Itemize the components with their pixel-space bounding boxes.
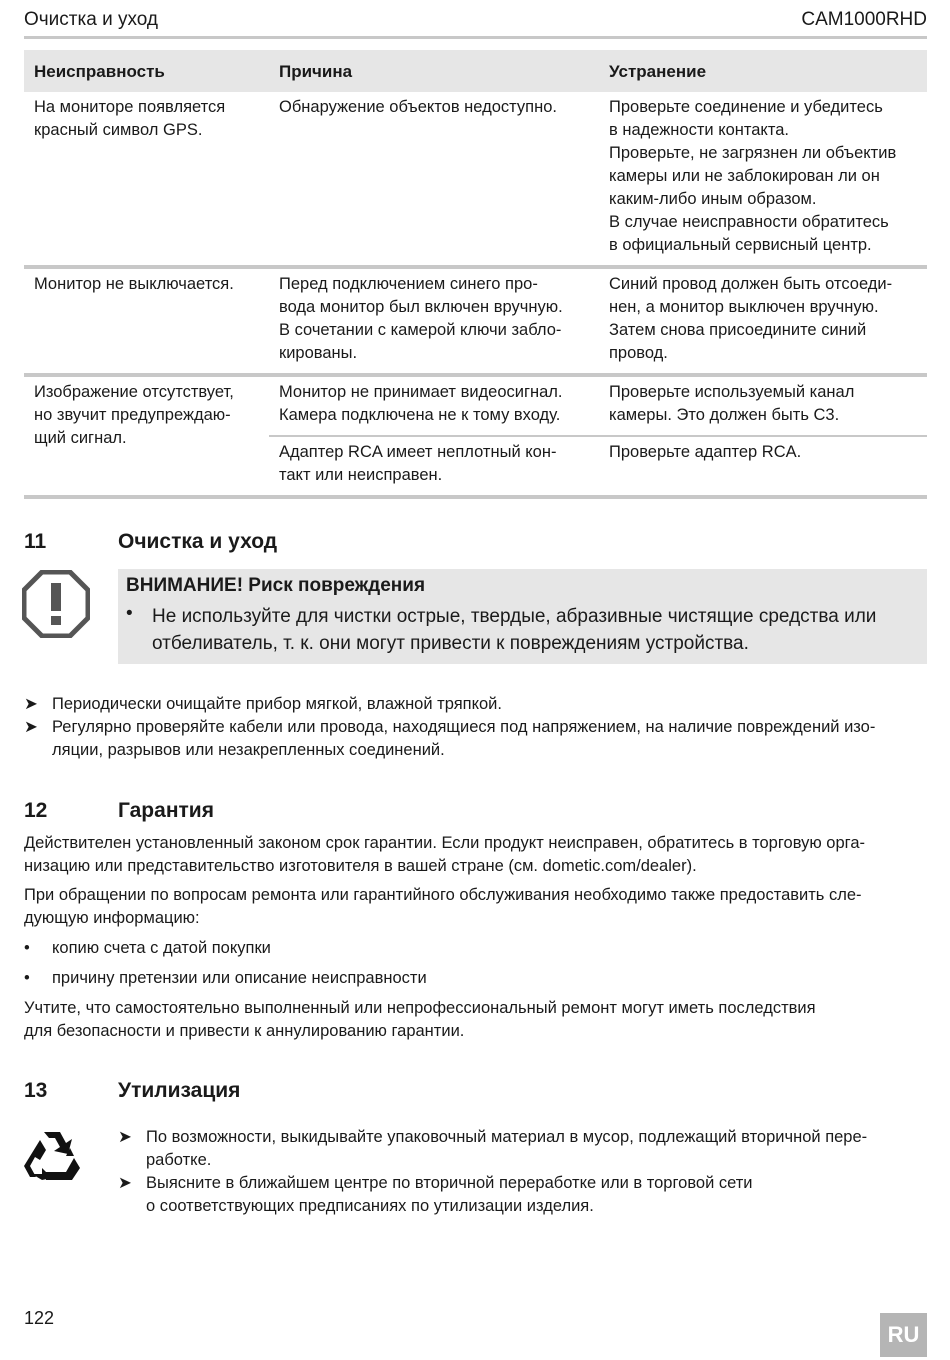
step-line: работке. [146, 1151, 212, 1169]
paragraph-line: Учтите, что самостоятельно выполненный или непрофессиональный ремонт могут иметь последствия [24, 999, 816, 1017]
warning-bullet: • [126, 603, 133, 624]
cell-line: Изображение отсутствует, [34, 383, 234, 401]
cell-line: Адаптер RCA имеет неплотный кон- [279, 443, 557, 461]
step-text [146, 1126, 867, 1172]
arrow-icon: ➤ [24, 695, 38, 713]
warning-box [118, 569, 927, 664]
page-number: 122 [24, 1308, 55, 1328]
cell-line: Монитор не выключается. [34, 275, 234, 293]
cell-line: в официальный сервисный центр. [609, 236, 872, 254]
cell-line: Проверьте, не загрязнен ли объектив [609, 144, 897, 162]
recycle-icon [22, 1126, 82, 1186]
step-line: ляции, разрывов или незакрепленных соединений. [52, 741, 445, 759]
cell-line: Проверьте используемый канал [609, 383, 855, 401]
section-number: 12 [24, 799, 48, 822]
column-header-cause: Причина [269, 50, 599, 92]
cell-line: На мониторе появляется [34, 98, 226, 116]
step-line: По возможности, выкидывайте упаковочный материал в мусор, подлежащий вторичной пере- [146, 1128, 868, 1146]
cause-cell [269, 436, 599, 497]
page-header [24, 6, 927, 39]
fix-cell [599, 267, 927, 375]
arrow-icon: ➤ [24, 718, 38, 736]
cell-line: Обнаружение объектов недоступно. [279, 98, 557, 116]
fault-cell [24, 267, 269, 375]
cell-line: Проверьте соединение и убедитесь [609, 98, 883, 116]
cell-line: кированы. [279, 344, 358, 362]
cause-cell [269, 92, 599, 267]
paragraph-line: низацию или представительство изготовителя в вашей стране (см. dometic.com/dealer). [24, 857, 697, 875]
cell-line: щий сигнал. [34, 429, 127, 447]
section-number: 13 [24, 1079, 48, 1102]
section-title: Очистка и уход [118, 530, 278, 553]
cell-line: камеры. Это должен быть C3. [609, 406, 840, 424]
arrow-icon: ➤ [118, 1174, 132, 1192]
header-section-title: Очистка и уход [24, 9, 158, 30]
column-header-fix: Устранение [599, 50, 927, 92]
cell-line: В сочетании с камерой ключи забло- [279, 321, 562, 339]
paragraph-line: для безопасности и привести к аннулированию гарантии. [24, 1022, 465, 1040]
list-item-text: копию счета с датой покупки [52, 939, 271, 957]
fault-cell [24, 92, 269, 267]
step-line: Регулярно проверяйте кабели или провода, находящиеся под напряжением, на наличие повреждений изо- [52, 718, 876, 736]
section-number: 11 [24, 530, 47, 553]
arrow-icon: ➤ [118, 1128, 132, 1146]
cell-line: Камера подключена не к тому входу. [279, 406, 561, 424]
troubleshooting-table [24, 50, 927, 499]
warranty-paragraph [24, 997, 929, 1043]
cell-line: но звучит предупреждаю- [34, 406, 231, 424]
cell-line: в надежности контакта. [609, 121, 789, 139]
language-badge: RU [880, 1313, 927, 1357]
cell-line: красный символ GPS. [34, 121, 203, 139]
section-title: Утилизация [118, 1079, 241, 1102]
fix-cell [599, 92, 927, 267]
warranty-paragraph [24, 884, 929, 930]
warning-line: отбеливатель, т. к. они могут привести к повреждениям устройства. [152, 633, 749, 654]
cell-line: вода монитор был включен вручную. [279, 298, 563, 316]
step-line: Периодически очищайте прибор мягкой, влажной тряпкой. [52, 695, 502, 713]
table-row [24, 375, 927, 436]
fault-cell [24, 375, 269, 497]
warning-text [152, 603, 922, 657]
cell-line: такт или неисправен. [279, 466, 443, 484]
bullet-dot: • [24, 969, 30, 987]
paragraph-line: Действителен установленный законом срок гарантии. Если продукт неисправен, обратитесь в торговую орга- [24, 834, 865, 852]
warranty-paragraph [24, 832, 929, 878]
cell-line: Затем снова присоедините синий [609, 321, 867, 339]
section-title: Гарантия [118, 799, 214, 822]
warning-line: Не используйте для чистки острые, твердые, абразивные чистящие средства или [152, 606, 877, 627]
cell-line: каким-либо иным образом. [609, 190, 817, 208]
cell-line: В случае неисправности обратитесь [609, 213, 889, 231]
header-model: CAM1000RHD [801, 9, 927, 30]
fix-cell [599, 436, 927, 497]
table-header-row [24, 50, 927, 92]
warning-title: ВНИМАНИЕ! Риск повреждения [126, 575, 426, 596]
bullet-dot: • [24, 939, 30, 957]
cell-line: Перед подключением синего про- [279, 275, 538, 293]
step-text [52, 716, 875, 762]
paragraph-line: При обращении по вопросам ремонта или гарантийного обслуживания необходимо также предоставить сле- [24, 886, 862, 904]
step-line: о соответствующих предписаниях по утилизации изделия. [146, 1197, 594, 1215]
cell-line: нен, а монитор выключен вручную. [609, 298, 879, 316]
cell-line: Проверьте адаптер RCA. [609, 443, 802, 461]
list-item-text: причину претензии или описание неисправности [52, 969, 427, 987]
cell-line: камеры или не заблокирован ли он [609, 167, 880, 185]
cause-cell [269, 375, 599, 436]
step-line: Выясните в ближайшем центре по вторичной переработке или в торговой сети [146, 1174, 753, 1192]
cell-line: Монитор не принимает видеосигнал. [279, 383, 563, 401]
paragraph-line: дующую информацию: [24, 909, 200, 927]
cell-line: Синий провод должен быть отсоеди- [609, 275, 893, 293]
step-text [52, 693, 502, 716]
step-text [146, 1172, 753, 1218]
column-header-fault: Неисправность [24, 50, 269, 92]
cause-cell [269, 267, 599, 375]
fix-cell [599, 375, 927, 436]
warning-octagon-icon [22, 570, 90, 638]
cell-line: провод. [609, 344, 668, 362]
table-row [24, 267, 927, 375]
table-row [24, 92, 927, 267]
